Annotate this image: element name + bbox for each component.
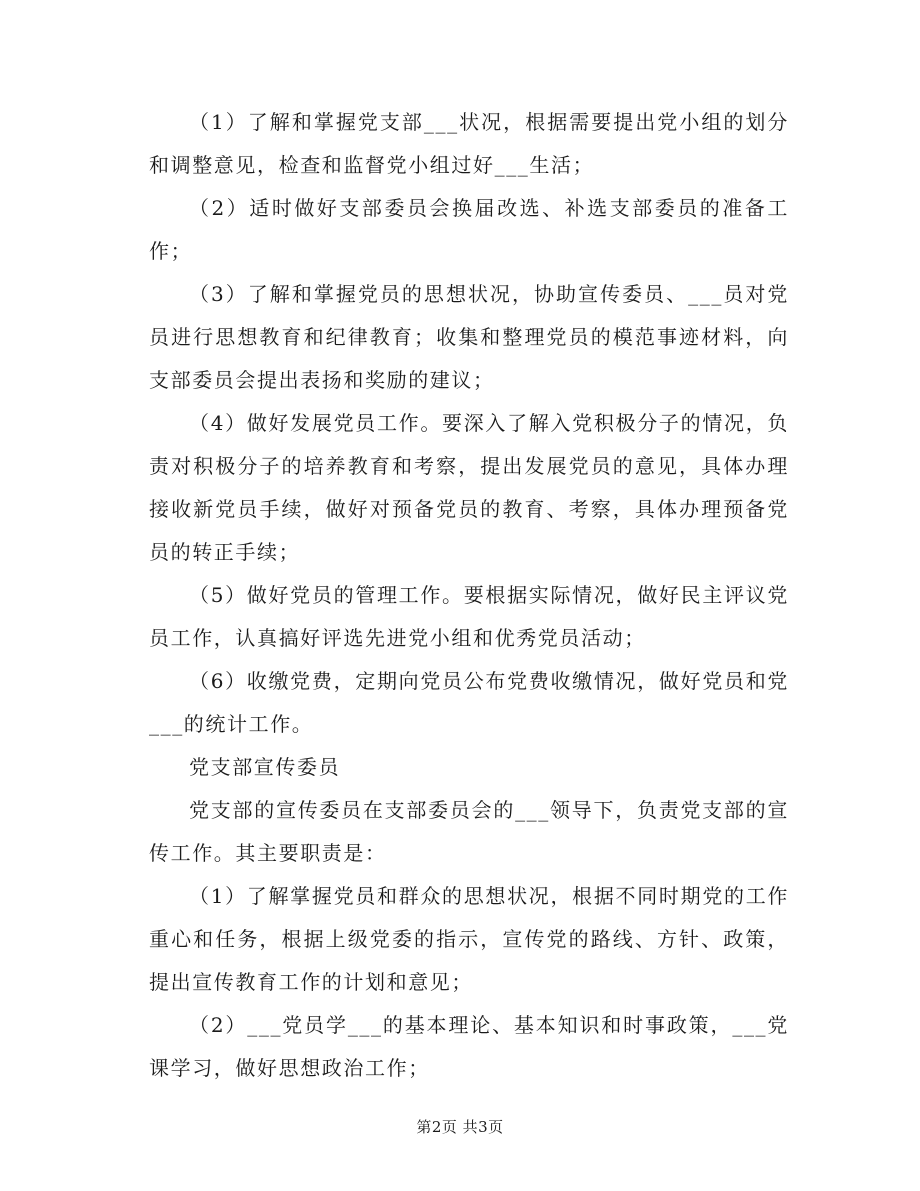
paragraph-7: 党支部的宣传委员在支部委员会的___领导下，负责党支部的宣传工作。其主要职责是： — [149, 798, 789, 865]
paragraph-3: （3）了解和掌握党员的思想状况，协助宣传委员、___员对党员进行思想教育和纪律教育；收集和整理党员的模范事迹材料，向支部委员会提出表扬和奖励的建议； — [149, 282, 789, 392]
paragraph-1: （1）了解和掌握党支部___状况，根据需要提出党小组的划分和调整意见，检查和监督党小组过好___生活； — [149, 110, 789, 177]
paragraph-4: （4）做好发展党员工作。要深入了解入党积极分子的情况，负责对积极分子的培养教育和考察，提出发展党员的意见，具体办理接收新党员手续，做好对预备党员的教育、考察，具体办理预备党员的转正手续； — [149, 411, 789, 564]
paragraph-9: （2）___党员学___的基本理论、基本知识和时事政策，___党课学习，做好思想政治工作； — [149, 1013, 789, 1080]
paragraph-5: （5）做好党员的管理工作。要根据实际情况，做好民主评议党员工作，认真搞好评选先进党小组和优秀党员活动； — [149, 583, 789, 650]
document-body — [149, 101, 789, 1090]
paragraph-6: （6）收缴党费，定期向党员公布党费收缴情况，做好党员和党___的统计工作。 — [149, 669, 789, 736]
paragraph-2: （2）适时做好支部委员会换届改选、补选支部委员的准备工作； — [149, 196, 789, 263]
page-indicator: 第2页 共3页 — [416, 1118, 504, 1136]
paragraph-8: （1）了解掌握党员和群众的思想状况，根据不同时期党的工作重心和任务，根据上级党委的指示，宣传党的路线、方针、政策，提出宣传教育工作的计划和意见； — [149, 884, 789, 994]
section-heading: 党支部宣传委员 — [189, 755, 341, 779]
